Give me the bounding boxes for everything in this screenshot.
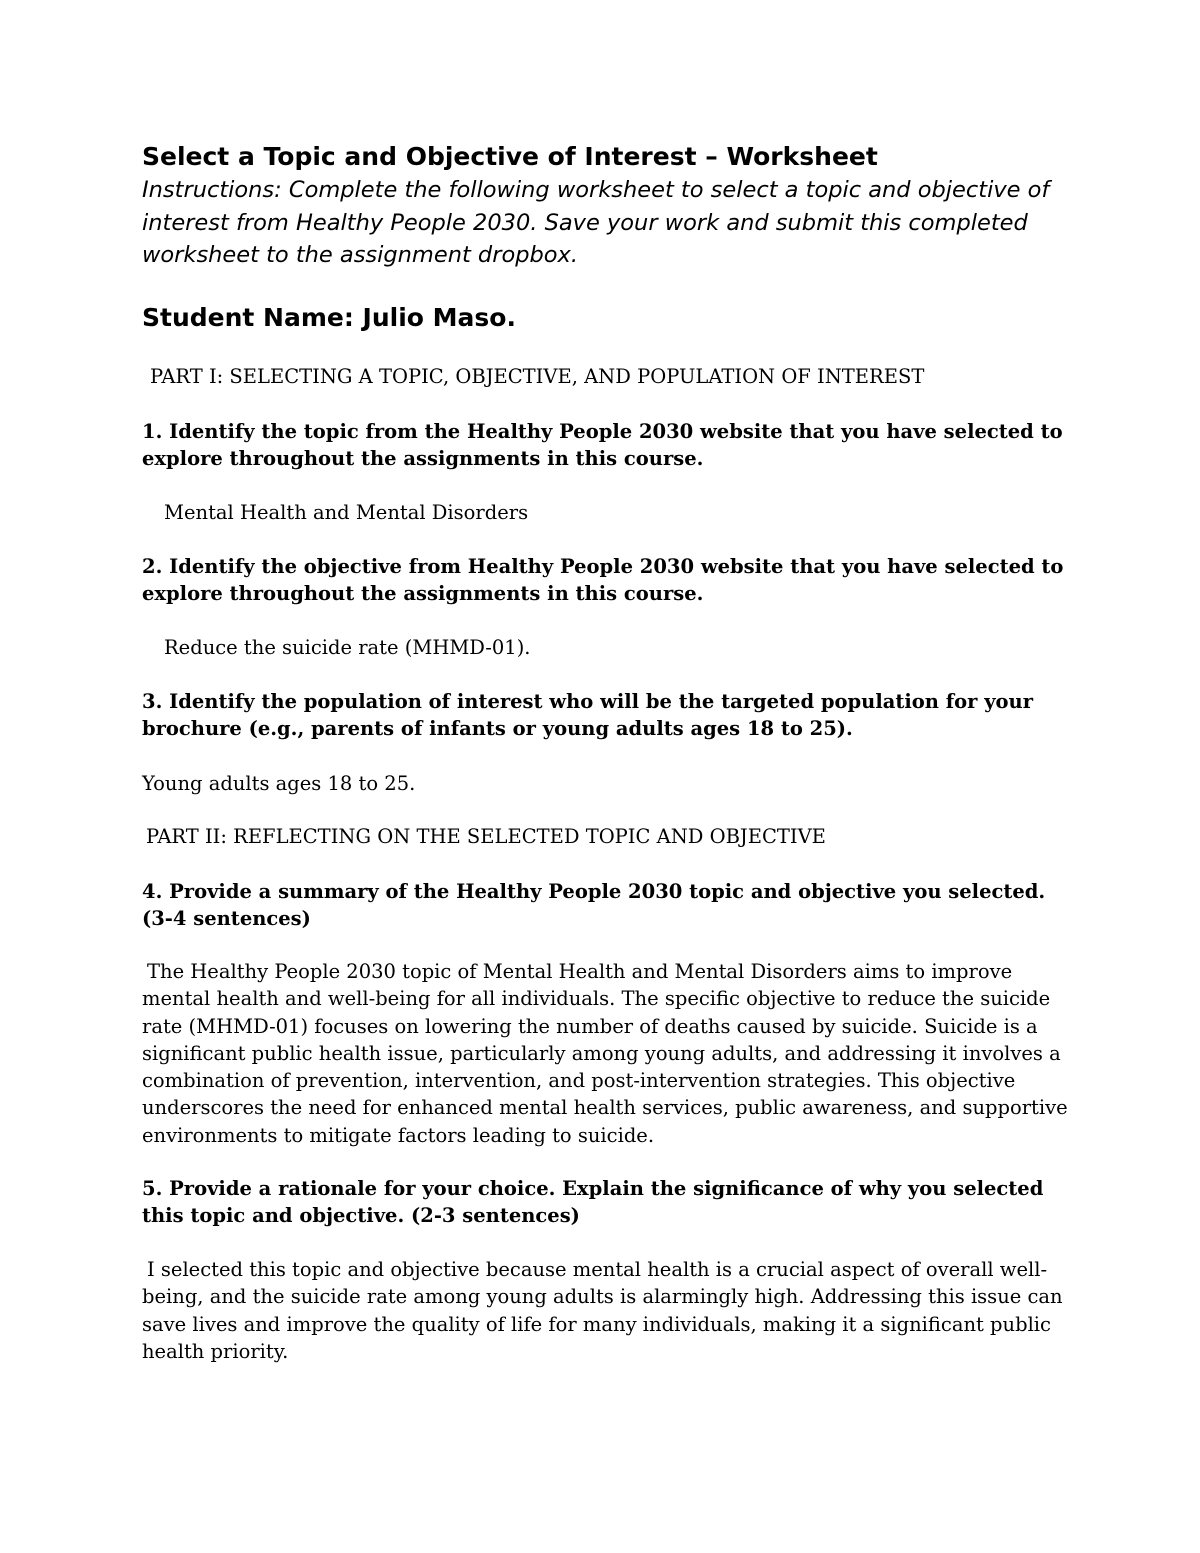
- question-5: 5. Provide a rationale for your choice. Explain the significance of why you selected this topic and objective. (2-3 sentences): [142, 1177, 1044, 1227]
- part-two-heading: PART II: REFLECTING ON THE SELECTED TOPIC AND OBJECTIVE: [146, 825, 826, 848]
- answer-3: Young adults ages 18 to 25.: [142, 772, 416, 795]
- instructions-text: Instructions: Complete the following worksheet to select a topic and objective of interest from Healthy People 2030. Save your work and submit this completed worksheet to the assignment dropbox.: [142, 177, 1050, 268]
- question-2: 2. Identify the objective from Healthy People 2030 website that you have selected to explore throughout the assignments in this course.: [142, 555, 1064, 605]
- question-1: 1. Identify the topic from the Healthy People 2030 website that you have selected to explore throughout the assignments in this course.: [142, 420, 1063, 470]
- student-name: Student Name: Julio Maso.: [142, 303, 516, 332]
- answer-4: The Healthy People 2030 topic of Mental Health and Mental Disorders aims to improve mental health and well-being for all individuals. The specific objective to reduce the suicide rate (MHMD-01) focuses on lowering the number of deaths caused by suicide. Suicide is a significant public health issue, particularly among young adults, and addressing it involves a combination of prevention, intervention, and post-intervention strategies. This objective underscores the need for enhanced mental health services, public awareness, and supportive environments to mitigate factors leading to suicide.: [142, 960, 1068, 1147]
- question-4: 4. Provide a summary of the Healthy People 2030 topic and objective you selected. (3-4 sentences): [142, 880, 1046, 930]
- answer-2: Reduce the suicide rate (MHMD-01).: [164, 636, 531, 659]
- answer-1: Mental Health and Mental Disorders: [164, 501, 529, 524]
- worksheet-title: Select a Topic and Objective of Interest – Worksheet: [142, 142, 878, 171]
- question-3: 3. Identify the population of interest who will be the targeted population for your brochure (e.g., parents of infants or young adults ages 18 to 25).: [142, 690, 1034, 740]
- part-one-heading: PART I: SELECTING A TOPIC, OBJECTIVE, AND POPULATION OF INTEREST: [150, 365, 925, 388]
- answer-5: I selected this topic and objective because mental health is a crucial aspect of overall well-being, and the suicide rate among young adults is alarmingly high. Addressing this issue can save lives and improve the quality of life for many individuals, making it a significant public health priority.: [142, 1258, 1063, 1363]
